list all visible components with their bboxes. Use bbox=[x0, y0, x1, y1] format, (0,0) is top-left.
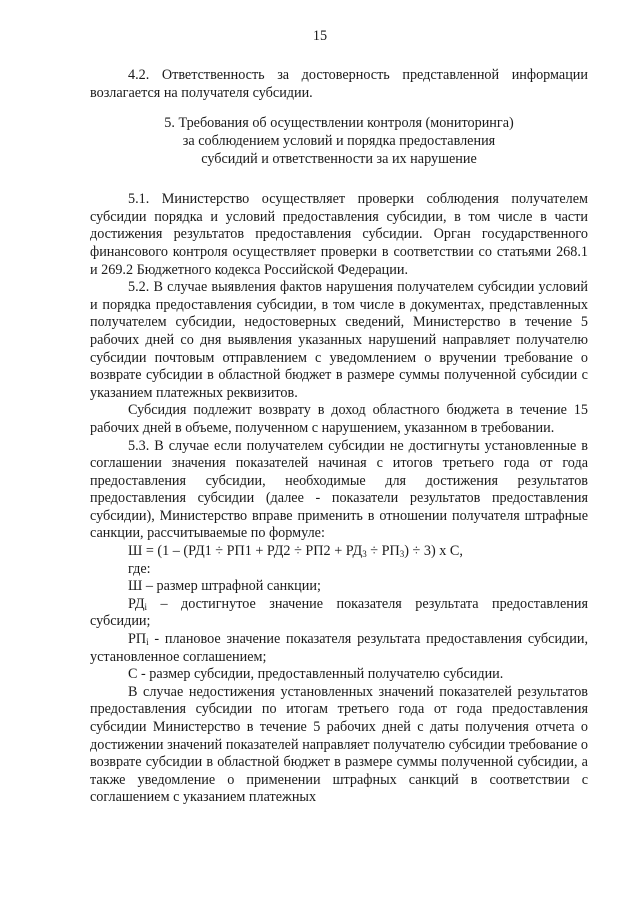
paragraph-4-2: 4.2. Ответственность за достоверность представленной информации возлагается на получателя субсидии. bbox=[90, 67, 588, 101]
rp-subscript: i bbox=[146, 637, 149, 648]
paragraph-5-2: 5.2. В случае выявления фактов нарушения получателем субсидии условий и порядка предоставления субсидии, в том числе в документах, представленных получателем субсидии, недостоверных сведений, Министерство в течение 5 рабочих дней со дня выявления указанных нарушений направляет получателю субсидии почтовым отправлением с уведомлением о вручении требование о возврате субсидии в областной бюджет в размере суммы полученной субсидии с указанием платежных реквизитов. bbox=[90, 279, 588, 401]
paragraph-return: Субсидия подлежит возврату в доход областного бюджета в течение 15 рабочих дней в объеме, полученном с нарушением, указанном в требовании. bbox=[90, 402, 588, 436]
paragraph-final: В случае недостижения установленных значений показателей результатов предоставления субсидии по итогам третьего года от года предоставления субсидии Министерство в течение 5 рабочих дней с даты получения отчета о достижении значений показателей направляет получателю субсидии требование о возврате субсидии в областной бюджет в размере суммы полученной субсидии, а также уведомление о применении штрафных санкций в соответствии с соглашением с указанием платежных bbox=[90, 683, 588, 806]
paragraph-5-1: 5.1. Министерство осуществляет проверки соблюдения получателем субсидии порядка и условий предоставления субсидии, в том числе в части достижения результатов предоставления субсидии. Орган государственного финансового контроля осуществляет проверки в соответствии со статьями 268.1 и 269.2 Бюджетного кодекса Российской Федерации. bbox=[90, 191, 588, 278]
rd-symbol: РД bbox=[128, 595, 145, 612]
definition-rd bbox=[90, 596, 588, 631]
heading-line-2: за соблюдением условий и порядка предоставления bbox=[182, 133, 496, 150]
rd-subscript: i bbox=[144, 601, 148, 612]
page-number: 15 bbox=[312, 28, 328, 44]
definition-sh: Ш – размер штрафной санкции; bbox=[128, 578, 321, 595]
heading-line-3: субсидий и ответственности за их нарушение bbox=[201, 151, 477, 168]
formula-sub-1: 3 bbox=[362, 549, 367, 560]
formula-tail: ) ÷ 3) х С, bbox=[404, 543, 463, 560]
rp-symbol: РП bbox=[128, 631, 147, 648]
section-5-heading bbox=[90, 114, 588, 168]
rd-text: – достигнутое значение показателя результата предоставления субсидии; bbox=[90, 595, 588, 630]
where-label: где: bbox=[128, 560, 151, 577]
penalty-formula bbox=[90, 543, 588, 561]
rp-text: - плановое значение показателя результата предоставления субсидии, установленное соглашением; bbox=[90, 631, 588, 665]
document-body bbox=[90, 67, 588, 807]
definition-c: С - размер субсидии, предоставленный получателю субсидии. bbox=[128, 666, 504, 683]
formula-sub-2: 3 bbox=[399, 549, 405, 560]
heading-line-1: 5. Требования об осуществлении контроля (мониторинга) bbox=[164, 115, 514, 132]
paragraph-5-3: 5.3. В случае если получателем субсидии не достигнуты установленные в соглашении значения показателей начиная с итогов третьего года от года предоставления субсидии, необходимые для достижения результатов предоставления субсидии (далее - показатели результатов предоставления субсидии), Министерство вправе применить в отношении получателя штрафные санкции, рассчитываемые по формуле: bbox=[90, 437, 588, 542]
formula-mid: ÷ РП bbox=[366, 543, 400, 560]
definition-rp bbox=[90, 631, 588, 666]
formula-lhs: Ш = (1 – (РД1 ÷ РП1 + РД2 ÷ РП2 + РД bbox=[128, 543, 363, 560]
